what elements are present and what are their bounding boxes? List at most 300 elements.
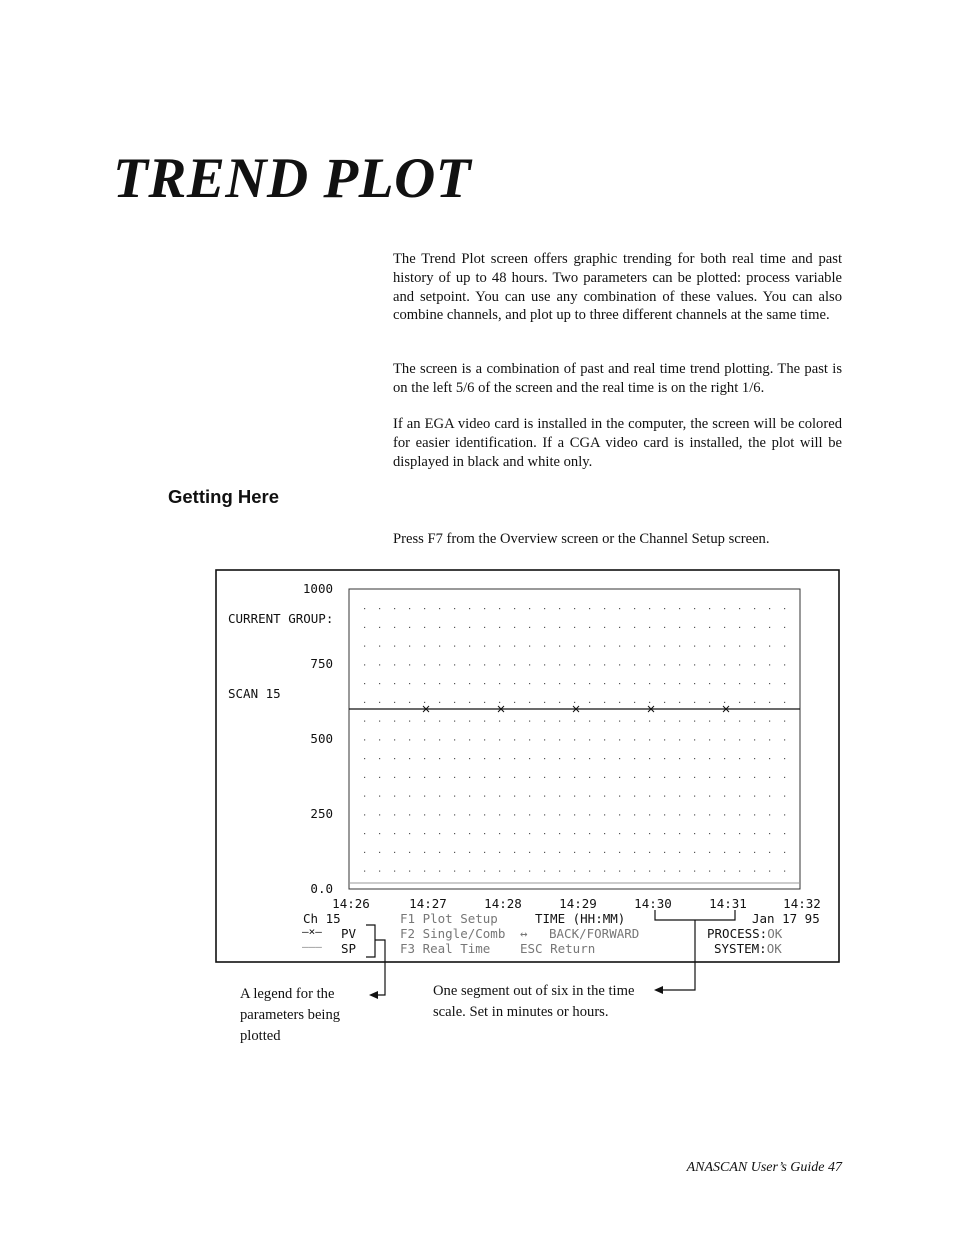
- grid-dot: [559, 608, 560, 609]
- grid-dot: [454, 664, 455, 665]
- grid-dot: [469, 814, 470, 815]
- grid-dot: [394, 683, 395, 684]
- grid-dot: [454, 702, 455, 703]
- grid-dot: [619, 814, 620, 815]
- grid-dot: [484, 814, 485, 815]
- grid-dot: [454, 739, 455, 740]
- grid-dot: [679, 852, 680, 853]
- grid-dot: [424, 683, 425, 684]
- grid-dot: [394, 852, 395, 853]
- grid-dot: [754, 852, 755, 853]
- grid-dot: [634, 758, 635, 759]
- grid-dot: [694, 646, 695, 647]
- grid-dot: [484, 683, 485, 684]
- grid-dot: [499, 739, 500, 740]
- grid-dot: [514, 664, 515, 665]
- grid-dot: [589, 608, 590, 609]
- grid-dot: [499, 871, 500, 872]
- grid-dot: [469, 646, 470, 647]
- grid-dot: [589, 852, 590, 853]
- grid-dot: [754, 758, 755, 759]
- grid-dot: [454, 871, 455, 872]
- grid-dot: [709, 758, 710, 759]
- grid-dot: [379, 833, 380, 834]
- grid-dot: [784, 702, 785, 703]
- grid-dot: [589, 796, 590, 797]
- grid-dot: [409, 702, 410, 703]
- grid-dot: [499, 646, 500, 647]
- grid-dot: [769, 664, 770, 665]
- grid-dot: [724, 852, 725, 853]
- grid-dot: [424, 796, 425, 797]
- grid-dot: [574, 646, 575, 647]
- grid-dot: [679, 739, 680, 740]
- grid-dot: [469, 721, 470, 722]
- intro-paragraph-3: If an EGA video card is installed in the computer, the screen will be colored for easier identification. If a CGA video card is installed, the plot will be displayed in black and white only.: [393, 416, 842, 470]
- grid-dot: [469, 777, 470, 778]
- grid-dot: [769, 777, 770, 778]
- y-tick-label: 750: [310, 656, 333, 671]
- grid-dot: [559, 702, 560, 703]
- grid-dot: [754, 646, 755, 647]
- grid-dot: [769, 852, 770, 853]
- grid-dot: [514, 683, 515, 684]
- grid-dot: [394, 796, 395, 797]
- grid-dot: [454, 721, 455, 722]
- grid-dot: [769, 646, 770, 647]
- grid-dot: [409, 814, 410, 815]
- grid-dot: [634, 777, 635, 778]
- grid-dot: [529, 664, 530, 665]
- grid-dot: [394, 646, 395, 647]
- grid-dot: [394, 702, 395, 703]
- x-tick-label: 14:29: [559, 896, 597, 911]
- grid-dot: [604, 664, 605, 665]
- grid-dot: [379, 871, 380, 872]
- grid-dot: [484, 852, 485, 853]
- legend-sp-marker: ———: [302, 940, 322, 953]
- nav-arrow-icon: ↔: [520, 926, 528, 941]
- grid-dot: [499, 702, 500, 703]
- legend-pv-marker: —×—: [302, 925, 322, 938]
- grid-dot: [364, 683, 365, 684]
- grid-dot: [529, 777, 530, 778]
- y-tick-label: 500: [310, 731, 333, 746]
- grid-dot: [499, 796, 500, 797]
- grid-dot: [739, 664, 740, 665]
- grid-dot: [589, 739, 590, 740]
- grid-dot: [604, 852, 605, 853]
- grid-dot: [784, 664, 785, 665]
- grid-dot: [769, 739, 770, 740]
- legend-caption: A legend for the parameters being plotted: [240, 986, 341, 1044]
- menu-f1[interactable]: F1 Plot Setup: [400, 911, 498, 926]
- page-footer: ANASCAN User’s Guide 47: [686, 1160, 842, 1175]
- grid-dot: [439, 627, 440, 628]
- menu-f2[interactable]: F2 Single/Comb: [400, 926, 506, 941]
- grid-dot: [634, 702, 635, 703]
- nav-escape[interactable]: ESC Return: [520, 941, 596, 956]
- grid-dot: [364, 852, 365, 853]
- grid-dot: [379, 777, 380, 778]
- grid-dot: [484, 646, 485, 647]
- grid-dot: [559, 627, 560, 628]
- grid-dot: [379, 608, 380, 609]
- grid-dot: [394, 739, 395, 740]
- grid-dot: [379, 627, 380, 628]
- grid-dot: [364, 796, 365, 797]
- y-tick-label: 250: [310, 806, 333, 821]
- grid-dot: [394, 871, 395, 872]
- grid-dot: [559, 796, 560, 797]
- grid-dot: [529, 683, 530, 684]
- grid-dot: [514, 608, 515, 609]
- grid-dot: [574, 852, 575, 853]
- grid-dot: [574, 627, 575, 628]
- grid-dot: [634, 852, 635, 853]
- grid-dot: [664, 739, 665, 740]
- grid-dot: [709, 683, 710, 684]
- grid-dot: [394, 758, 395, 759]
- grid-dot: [724, 777, 725, 778]
- grid-dot: [664, 833, 665, 834]
- grid-dot: [544, 608, 545, 609]
- grid-dot: [739, 871, 740, 872]
- grid-dot: [484, 702, 485, 703]
- grid-dot: [394, 833, 395, 834]
- grid-dot: [544, 721, 545, 722]
- grid-dot: [469, 739, 470, 740]
- grid-dot: [694, 833, 695, 834]
- grid-dot: [574, 758, 575, 759]
- grid-dot: [649, 852, 650, 853]
- grid-dot: [634, 721, 635, 722]
- x-tick-label: 14:26: [332, 896, 370, 911]
- nav-back-forward[interactable]: BACK/FORWARD: [549, 926, 640, 941]
- grid-dot: [664, 777, 665, 778]
- grid-dot: [739, 721, 740, 722]
- grid-dot: [769, 814, 770, 815]
- grid-dot: [679, 683, 680, 684]
- grid-dot: [754, 627, 755, 628]
- grid-dot: [604, 796, 605, 797]
- grid-dot: [574, 777, 575, 778]
- grid-dot: [484, 777, 485, 778]
- grid-dot: [469, 627, 470, 628]
- grid-dot: [709, 777, 710, 778]
- grid-dot: [559, 683, 560, 684]
- grid-dot: [664, 627, 665, 628]
- grid-dot: [364, 664, 365, 665]
- grid-dot: [604, 627, 605, 628]
- grid-dot: [454, 814, 455, 815]
- grid-dot: [499, 833, 500, 834]
- grid-dot: [649, 608, 650, 609]
- grid-dot: [604, 702, 605, 703]
- grid-dot: [559, 871, 560, 872]
- grid-dot: [649, 627, 650, 628]
- grid-dot: [619, 833, 620, 834]
- grid-dot: [754, 871, 755, 872]
- grid-dot: [529, 608, 530, 609]
- grid-dot: [724, 739, 725, 740]
- grid-dot: [709, 833, 710, 834]
- grid-dot: [379, 683, 380, 684]
- grid-dot: [679, 814, 680, 815]
- intro-paragraph-1: The Trend Plot screen offers graphic trending for both real time and past history of up to 48 hours. Two parameters can be plotted: process variable and setpoint. You can use any combination of these values. You can also combine channels, and plot up to three different channels at the same time.: [393, 251, 842, 324]
- x-tick-label: 14:31: [709, 896, 747, 911]
- grid-dot: [679, 646, 680, 647]
- grid-dot: [709, 702, 710, 703]
- grid-dot: [394, 627, 395, 628]
- grid-dot: [709, 627, 710, 628]
- grid-dot: [529, 758, 530, 759]
- grid-dot: [634, 814, 635, 815]
- grid-dot: [679, 758, 680, 759]
- grid-dot: [424, 833, 425, 834]
- grid-dot: [409, 739, 410, 740]
- grid-dot: [754, 777, 755, 778]
- grid-dot: [529, 852, 530, 853]
- grid-dot: [694, 739, 695, 740]
- grid-dot: [634, 871, 635, 872]
- grid-dot: [544, 683, 545, 684]
- grid-dot: [409, 627, 410, 628]
- grid-dot: [754, 721, 755, 722]
- grid-dot: [514, 758, 515, 759]
- grid-dot: [424, 664, 425, 665]
- grid-dot: [439, 683, 440, 684]
- grid-dot: [514, 796, 515, 797]
- grid-dot: [559, 777, 560, 778]
- grid-dot: [724, 683, 725, 684]
- grid-dot: [679, 664, 680, 665]
- grid-dot: [409, 608, 410, 609]
- grid-dot: [724, 664, 725, 665]
- grid-dot: [439, 777, 440, 778]
- grid-dot: [364, 608, 365, 609]
- grid-dot: [694, 608, 695, 609]
- grid-dot: [784, 852, 785, 853]
- grid-dot: [724, 871, 725, 872]
- grid-dot: [439, 721, 440, 722]
- x-tick-label: 14:27: [409, 896, 447, 911]
- grid-dot: [559, 664, 560, 665]
- grid-dot: [499, 664, 500, 665]
- grid-dot: [559, 739, 560, 740]
- grid-dot: [364, 777, 365, 778]
- grid-dot: [544, 664, 545, 665]
- grid-dot: [484, 871, 485, 872]
- page-title: TREND PLOT: [113, 147, 472, 210]
- grid-dot: [649, 758, 650, 759]
- grid-dot: [694, 871, 695, 872]
- grid-dot: [424, 721, 425, 722]
- grid-dot: [709, 608, 710, 609]
- grid-dot: [604, 646, 605, 647]
- grid-dot: [664, 646, 665, 647]
- grid-dot: [409, 721, 410, 722]
- grid-dot: [649, 871, 650, 872]
- grid-dot: [544, 852, 545, 853]
- grid-dot: [424, 777, 425, 778]
- grid-dot: [784, 871, 785, 872]
- grid-dot: [424, 758, 425, 759]
- grid-dot: [394, 608, 395, 609]
- grid-dot: [664, 871, 665, 872]
- grid-dot: [559, 833, 560, 834]
- grid-dot: [604, 777, 605, 778]
- grid-dot: [679, 627, 680, 628]
- grid-dot: [454, 796, 455, 797]
- grid-dot: [679, 721, 680, 722]
- grid-dot: [589, 777, 590, 778]
- grid-dot: [364, 758, 365, 759]
- grid-dot: [364, 739, 365, 740]
- grid-dot: [559, 721, 560, 722]
- grid-dot: [484, 627, 485, 628]
- grid-dot: [664, 721, 665, 722]
- grid-dot: [754, 814, 755, 815]
- grid-dot: [544, 646, 545, 647]
- grid-dot: [484, 758, 485, 759]
- grid-dot: [739, 627, 740, 628]
- grid-dot: [679, 871, 680, 872]
- grid-dot: [784, 608, 785, 609]
- grid-dot: [784, 739, 785, 740]
- grid-dot: [664, 814, 665, 815]
- grid-dot: [484, 833, 485, 834]
- legend-pv-label: PV: [341, 926, 357, 941]
- grid-dot: [499, 814, 500, 815]
- grid-dot: [649, 683, 650, 684]
- grid-dot: [574, 664, 575, 665]
- grid-dot: [784, 646, 785, 647]
- grid-dot: [589, 702, 590, 703]
- grid-dot: [619, 646, 620, 647]
- grid-dot: [499, 852, 500, 853]
- grid-dot: [364, 833, 365, 834]
- grid-dot: [739, 739, 740, 740]
- grid-dot: [679, 796, 680, 797]
- grid-dot: [694, 852, 695, 853]
- grid-dot: [619, 702, 620, 703]
- grid-dot: [469, 833, 470, 834]
- grid-dot: [409, 833, 410, 834]
- grid-dot: [379, 814, 380, 815]
- grid-dot: [439, 852, 440, 853]
- grid-dot: [679, 702, 680, 703]
- grid-dot: [709, 852, 710, 853]
- grid-dot: [709, 796, 710, 797]
- grid-dot: [574, 833, 575, 834]
- grid-dot: [589, 646, 590, 647]
- grid-dot: [694, 664, 695, 665]
- grid-dot: [589, 664, 590, 665]
- grid-dot: [694, 683, 695, 684]
- grid-dot: [484, 739, 485, 740]
- grid-dot: [499, 721, 500, 722]
- intro-paragraph-2: The screen is a combination of past and real time trend plotting. The past is on the left 5/6 of the screen and the real time is on the right 1/6.: [393, 361, 842, 396]
- grid-dot: [589, 683, 590, 684]
- grid-dot: [544, 777, 545, 778]
- grid-dot: [454, 646, 455, 647]
- grid-dot: [574, 721, 575, 722]
- grid-dot: [529, 871, 530, 872]
- grid-dot: [514, 702, 515, 703]
- y-tick-label: 0.0: [310, 881, 333, 896]
- grid-dot: [514, 871, 515, 872]
- grid-dot: [589, 627, 590, 628]
- grid-dot: [424, 739, 425, 740]
- date-label: Jan 17 95: [752, 911, 820, 926]
- grid-dot: [664, 702, 665, 703]
- grid-dot: [694, 627, 695, 628]
- grid-dot: [439, 664, 440, 665]
- grid-dot: [424, 852, 425, 853]
- grid-dot: [379, 852, 380, 853]
- grid-dot: [694, 777, 695, 778]
- grid-dot: [469, 608, 470, 609]
- grid-dot: [709, 664, 710, 665]
- grid-dot: [424, 608, 425, 609]
- grid-dot: [784, 777, 785, 778]
- x-tick-label: 14:28: [484, 896, 522, 911]
- grid-dot: [469, 664, 470, 665]
- grid-dot: [544, 758, 545, 759]
- grid-dot: [544, 702, 545, 703]
- grid-dot: [784, 814, 785, 815]
- menu-f3[interactable]: F3 Real Time: [400, 941, 491, 956]
- grid-dot: [514, 646, 515, 647]
- grid-dot: [529, 627, 530, 628]
- grid-dot: [589, 721, 590, 722]
- grid-dot: [724, 796, 725, 797]
- grid-dot: [574, 871, 575, 872]
- grid-dot: [514, 852, 515, 853]
- grid-dot: [454, 683, 455, 684]
- grid-dot: [379, 721, 380, 722]
- grid-dot: [514, 739, 515, 740]
- grid-dot: [754, 664, 755, 665]
- grid-dot: [559, 646, 560, 647]
- grid-dot: [604, 608, 605, 609]
- grid-dot: [649, 664, 650, 665]
- grid-dot: [769, 796, 770, 797]
- y-tick-label: 1000: [302, 581, 333, 596]
- grid-dot: [364, 814, 365, 815]
- grid-dot: [649, 702, 650, 703]
- grid-dot: [484, 721, 485, 722]
- grid-dot: [424, 814, 425, 815]
- grid-dot: [574, 683, 575, 684]
- grid-dot: [559, 852, 560, 853]
- grid-dot: [364, 721, 365, 722]
- grid-dot: [619, 758, 620, 759]
- grid-dot: [394, 721, 395, 722]
- grid-dot: [529, 702, 530, 703]
- grid-dot: [739, 702, 740, 703]
- grid-dot: [529, 721, 530, 722]
- grid-dot: [724, 702, 725, 703]
- grid-dot: [379, 758, 380, 759]
- grid-dot: [379, 702, 380, 703]
- grid-dot: [739, 608, 740, 609]
- grid-dot: [499, 627, 500, 628]
- grid-dot: [784, 627, 785, 628]
- grid-dot: [589, 833, 590, 834]
- grid-dot: [589, 814, 590, 815]
